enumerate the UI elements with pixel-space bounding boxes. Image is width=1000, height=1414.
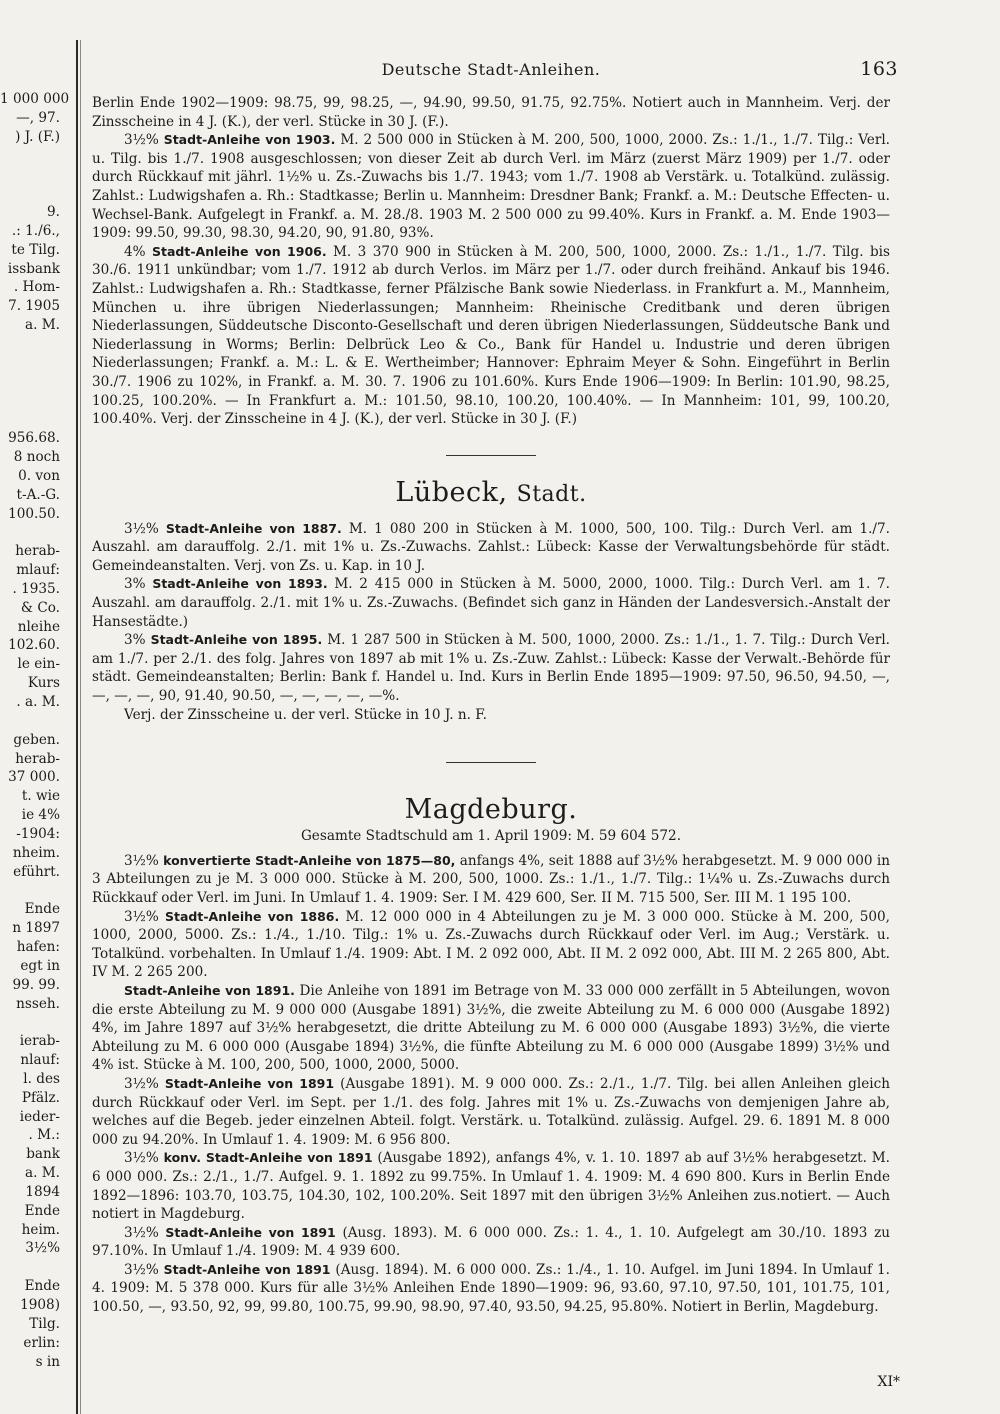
rate-label: 3½%	[124, 1075, 159, 1092]
heading-magdeburg-1891-a1: Stadt-Anleihe von 1891	[164, 1075, 335, 1091]
text-magdeburg-1891-a4: (Ausg. 1894). M. 6 000 000. Zs.: 1./4., 1. 10. Aufgel. im Juni 1894. In Umlauf 1. 4. 1909: M. 5 378 000. Kurs für alle 3½% Anleihen Ende 1890—1909: 96, 93.60, 97.10, 97.50, 101, 101.75, 101, 100.50, —, 93.50, 92, 99, 99.80, 100.75, 99.90, 98.90, 97.40, 93.50, 94.25, 95.80%. Notiert in Berlin, Magdeburg.	[92, 1261, 890, 1316]
gutter-fragment: l. des	[23, 1070, 60, 1087]
rate-label: 3½%	[124, 908, 159, 925]
gutter-fragment: 3½%	[25, 1240, 60, 1257]
gutter-fragment: issbank	[7, 260, 60, 277]
gutter-fragment	[0, 1013, 62, 1032]
text-magdeburg-1891-a2: (Ausgabe 1892), anfangs 4%, v. 1. 10. 1897 ab auf 3½% herabgesetzt. M. 6 000 000. Zs.: 2./1., 1./7. Aufgel. 9. 1. 1892 zu 99.75%. In Umlauf 1. 4. 1909: M. 4 690 800. Kurs in Berlin Ende 1892—1896: 103.70, 103.75, 104.30, 102, 100.20%. Seit 1897 mit den übrigen 3½% Anleihen zus.notiert. — Auch notiert in Magdeburg.	[92, 1150, 891, 1223]
gutter-fragment: 102.60.	[8, 637, 60, 654]
gutter-fragment	[0, 335, 62, 354]
gutter-fragment: nsseh.	[16, 995, 60, 1012]
signature-mark: XI*	[877, 1374, 900, 1390]
text-luebeck-1895: M. 1 287 500 in Stücken à M. 500, 1000, 2000. Zs.: 1./1., 1. 7. Tilg.: Durch Verl. am 1./7. per 2./1. des folg. Jahres von 1897 ab mit 1% u. Zs.-Zuw. Zahlst.: Lübeck: Kasse der Verwalt.-Behörde für städt. Gemeindeanstalten; Berlin: Bank f. Handel u. Ind. Kurs in Berlin Ende 1895—1909: 97.50, 96.50, 94.50, —, —, —, —, 90, 91.40, 90.50, —, —, —, —, —%.	[92, 632, 891, 705]
heading-magdeburg-1886: Stadt-Anleihe von 1886.	[165, 908, 340, 924]
gutter-fragment: . M.:	[28, 1127, 60, 1144]
gutter-fragment: le ein-	[17, 656, 60, 673]
gutter-fragment: Pfälz.	[21, 1089, 60, 1106]
text-luebeck-1887: M. 1 080 200 in Stücken à M. 1000, 500, 100. Tilg.: Durch Verl. am 1./7. Auszahl. am darauffolg. 2./1. mit 1% u. Zs.-Zuwachs. Zahlst.: Lübeck: Kasse der Verwaltungsbehörde für städt. Gemeindeanstalten. Verj. von Zs. u. Kap. in 10 J.	[92, 520, 890, 574]
paragraph-magdeburg-1886	[92, 908, 890, 982]
paragraph-berlin-notes: Berlin Ende 1902—1909: 98.75, 99, 98.25, —, 94.90, 99.50, 91.75, 92.75%. Notiert auch in Mannheim. Verj. der Zinsscheine in 4 J. (K.), der verl. Stücke in 30 J. (F.).	[92, 95, 890, 130]
left-gutter-fragments	[0, 90, 70, 1390]
text-magdeburg-1891: Die Anleihe von 1891 im Betrage von M. 33 000 000 zerfällt in 5 Abteilungen, wovon die erste Abteilung zu M. 9 000 000 (Ausgabe 1891) 3½%, die zweite Abteilung zu M. 6 000 000 (Ausgabe 1892) 4%, im Jahre 1897 auf 3½% herabgesetzt, die dritte Abteilung zu M. 6 000 000 (Ausgabe 1893) 3½%, die vierte Abteilung zu M. 6 000 000 (Ausgabe 1894) 3½%, die fünfte Abteilung zu M. 6 000 000 (Ausgabe 1899) 3½% und 4% ist. Stücke à M. 100, 200, 500, 1000, 2000, 5000.	[92, 982, 891, 1074]
gutter-fragment: Ende	[24, 1202, 60, 1219]
gutter-fragment: egt in	[20, 957, 60, 974]
paragraph-luebeck-1887	[92, 520, 890, 576]
gutter-fragment	[0, 392, 62, 411]
gutter-fragment: 7. 1905	[8, 298, 60, 315]
section-divider	[446, 762, 536, 763]
heading-magdeburg-1891-a4: Stadt-Anleihe von 1891	[163, 1261, 331, 1277]
gutter-fragment: t-A.-G.	[16, 486, 60, 503]
text-anleihe-1903: M. 2 500 000 in Stücken à M. 200, 500, 1000, 2000. Zs.: 1./1., 1./7. Tilg.: Verl. u. Tilg. bis 1./7. 1908 ausgeschlossen; von dieser Zeit ab durch Verl. im März (zuerst März 1909) per 1./7. oder durch Rückkauf mit jährl. 1½% u. Zs.-Zuwachs bis 1./7. 1943; vom 1./7. 1908 ab Verstärk. u. Totalkünd. zulässig. Zahlst.: Ludwigshafen a. Rh.: Stadtkasse; Berlin u. Mannheim: Dresdner Bank; Frankf. a. M.: Deutsche Effecten- u. Wechsel-Bank. Aufgelegt in Frankf. a. M. 28./8. 1903 M. 2 500 000 zu 99.40%. Kurs in Frankf. a. M. Ende 1903—1909: 99.50, 99.30, 98.30, 94.20, 90, 91.80, 93%.	[92, 132, 891, 242]
gutter-fragment	[0, 354, 62, 373]
heading-magdeburg-1891-a2: konv. Stadt-Anleihe von 1891	[163, 1150, 373, 1166]
paragraph-anleihe-1906	[92, 243, 890, 429]
heading-anleihe-1903: Stadt-Anleihe von 1903.	[163, 132, 336, 148]
gutter-fragment: 99. 99.	[12, 976, 60, 993]
gutter-fragment: s in	[35, 1353, 60, 1370]
text-anleihe-1906: M. 3 370 900 in Stücken à M. 200, 500, 1000, 2000. Zs.: 1./1., 1./7. Tilg. bis 30./6. 1911 unkündbar; vom 1./7. 1912 ab durch Verlos. im März per 1./7. oder durch freihänd. Ankauf bis 1946. Zahlst.: Ludwigshafen a. Rh.: Stadtkasse, ferner Pfälzische Bank sowie Niederlass. in Frankfurt a. M., Mannheim, München u. ihre übrigen Niederlassungen; Mannheim: Rheinische Creditbank und deren übrigen Niederlassungen, Süddeutsche Disconto-Gesellschaft und deren übrigen Niederlassungen, Süddeutsche Bank und Niederlassung in Worms; Berlin: Delbrück Leo & Co., Bank für Handel u. Industrie und deren übrigen Niederlassungen; Frankf. a. M.: L. & E. Wertheimber; Hannover: Ephraim Meyer & Sohn. Eingeführt in Berlin 30./7. 1906 zu 102%, in Frankf. a. M. 30. 7. 1906 zu 101.60%. Kurs Ende 1906—1909: In Berlin: 101.90, 98.25, 100.25, 100.20%. — In Frankfurt a. M.: 101.50, 98.10, 100.20, 100.40%. — In Mannheim: 101, 99, 100.20, 100.40%. Verj. der Zinsscheine in 4 J. (K.), der verl. Stücke in 30 J. (F.)	[92, 243, 890, 428]
gutter-fragment: & Co.	[20, 599, 60, 616]
gutter-fragment: . a. M.	[16, 694, 60, 710]
title-luebeck: Lübeck,	[395, 476, 508, 508]
gutter-fragment	[0, 147, 62, 166]
section-title-magdeburg: Magdeburg.	[404, 794, 578, 826]
gutter-fragment: 1894	[25, 1183, 60, 1200]
section-title-luebeck	[92, 476, 890, 512]
gutter-fragment: —, 97.	[16, 109, 60, 126]
rate-label: 3½%	[124, 852, 159, 869]
heading-magdeburg-1891-a3: Stadt-Anleihe von 1891	[165, 1224, 336, 1240]
section-divider	[446, 455, 536, 456]
gutter-fragment: 1 000 000	[0, 91, 70, 107]
rate-label: 3½%	[124, 132, 159, 149]
gutter-fragment: 1908)	[20, 1297, 60, 1313]
magdeburg-subtitle: Gesamte Stadtschuld am 1. April 1909: M. 59 604 572.	[300, 828, 682, 845]
paragraph-magdeburg-1891-a3	[92, 1224, 890, 1261]
gutter-fragment: nheim.	[12, 844, 60, 861]
text-magdeburg-1891-a1: (Ausgabe 1891). M. 9 000 000. Zs.: 2./1., 1./7. Tilg. bei allen Anleihen gleich durch Rückkauf oder Verl. im Sept. per 1./1. des folg. Jahres mit 1% u. Zs.-Zuwachs von demjenigen Jahre ab, welches auf die Begeb. jeder einzelnen Abteil. folgt. Verstärk. u. Totalkünd. zulässig. Aufgel. 29. 6. 1891 M. 8 000 000 zu 94.20%. In Umlauf 1. 4. 1909: M. 6 956 800.	[92, 1075, 890, 1148]
text-magdeburg-1886: M. 12 000 000 in 4 Abteilungen zu je M. 3 000 000. Stücke à M. 200, 500, 1000, 2000, 5000. Zs.: 1./4., 1./10. Tilg.: 1% u. Zs.-Zuwachs durch Rückkauf oder Verl. im Aug.; Verstärk. u. Totalkünd. vorbehalten. In Umlauf 1./4. 1909: Abt. I M. 2 092 000, Abt. II M. 2 092 000, Abt. III M. 2 265 800, Abt. IV M. 2 265 200.	[92, 908, 890, 981]
gutter-fragment: t. wie	[21, 788, 60, 805]
gutter-fragment: heim.	[21, 1221, 60, 1238]
rate-label: 4%	[124, 243, 146, 260]
gutter-fragment	[0, 523, 62, 542]
gutter-fragment: .: 1./6.,	[11, 222, 60, 239]
paragraph-luebeck-1893	[92, 575, 890, 631]
gutter-fragment: nleihe	[17, 618, 60, 635]
gutter-fragment: herab-	[15, 750, 60, 767]
paragraph-luebeck-verj: Verj. der Zinsscheine u. der verl. Stücke in 10 J. n. F.	[124, 706, 487, 723]
gutter-fragment: Kurs	[27, 675, 60, 692]
rate-label: 3½%	[124, 1261, 159, 1278]
gutter-fragment	[0, 165, 62, 184]
page-binding-line-secondary	[80, 40, 81, 1414]
gutter-fragment: Tilg.	[29, 1315, 60, 1332]
header-title: Deutsche Stadt-Anleihen.	[381, 60, 601, 79]
heading-luebeck-1895: Stadt-Anleihe von 1895.	[150, 632, 323, 648]
paragraph-magdeburg-1875	[92, 852, 890, 908]
heading-magdeburg-1875: konvertierte Stadt-Anleihe von 1875—80,	[163, 852, 456, 868]
gutter-fragment	[0, 712, 62, 731]
gutter-fragment: Ende	[24, 901, 60, 918]
gutter-fragment: -1904:	[16, 825, 60, 842]
heading-luebeck-1893: Stadt-Anleihe von 1893.	[152, 576, 328, 592]
gutter-fragment: 0. von	[18, 467, 60, 484]
page-binding-line	[76, 40, 78, 1414]
gutter-fragment: . 1935.	[12, 580, 60, 597]
gutter-fragment: ieder-	[19, 1108, 60, 1125]
gutter-fragment: 9.	[47, 204, 60, 221]
gutter-fragment: hafen:	[16, 938, 60, 955]
heading-anleihe-1906: Stadt-Anleihe von 1906.	[152, 243, 327, 259]
text-luebeck-1893: M. 2 415 000 in Stücken à M. 5000, 2000, 1000. Tilg.: Durch Verl. am 1. 7. Auszahl. am darauffolg. 2./1. mit 1% u. Zs.-Zuwachs. (Befindet sich ganz in Händen der Landesversich.-Anstalt der Hansestädte.)	[92, 576, 890, 630]
paragraph-anleihe-1903	[92, 131, 890, 243]
rate-label: 3½%	[124, 520, 159, 537]
gutter-fragment: 37 000.	[8, 769, 60, 786]
gutter-fragment: nlauf:	[20, 1052, 60, 1069]
rate-label: 3%	[124, 632, 146, 649]
gutter-fragment: n 1897	[12, 920, 60, 937]
gutter-fragment: 956.68.	[8, 430, 60, 447]
gutter-fragment: Ende	[24, 1278, 60, 1295]
gutter-fragment	[0, 1258, 62, 1277]
gutter-fragment	[0, 184, 62, 203]
title-luebeck-sub: Stadt.	[516, 481, 587, 507]
heading-magdeburg-1891: Stadt-Anleihe von 1891.	[124, 982, 295, 998]
paragraph-magdeburg-1891-a4	[92, 1261, 890, 1317]
gutter-fragment: eführt.	[13, 863, 60, 880]
gutter-fragment: . Hom-	[13, 279, 60, 296]
page-content	[92, 58, 898, 1317]
gutter-fragment: erlin:	[23, 1334, 60, 1351]
gutter-fragment: te Tilg.	[11, 241, 60, 258]
gutter-fragment: mlauf:	[16, 562, 60, 579]
gutter-fragment	[0, 410, 62, 429]
rate-label: 3%	[124, 576, 146, 593]
gutter-fragment: a. M.	[25, 317, 60, 334]
gutter-fragment: 100.50.	[8, 505, 60, 522]
running-header	[92, 58, 898, 94]
gutter-fragment	[0, 881, 62, 900]
gutter-fragment: ierab-	[19, 1033, 60, 1050]
gutter-fragment: a. M.	[25, 1165, 60, 1182]
rate-label: 3½%	[124, 1224, 159, 1241]
paragraph-luebeck-1895	[92, 631, 890, 705]
heading-luebeck-1887: Stadt-Anleihe von 1887.	[165, 520, 342, 536]
gutter-fragment: geben.	[13, 731, 60, 748]
gutter-fragment: ie 4%	[21, 807, 60, 824]
gutter-fragment: herab-	[15, 543, 60, 560]
paragraph-magdeburg-1891-a1	[92, 1075, 890, 1149]
text-magdeburg-1891-a3: (Ausg. 1893). M. 6 000 000. Zs.: 1. 4., 1. 10. Aufgelegt am 30./10. 1893 zu 97.10%. In Umlauf 1./4. 1909: M. 4 939 600.	[92, 1224, 890, 1260]
gutter-fragment: bank	[26, 1146, 60, 1163]
paragraph-magdeburg-1891	[92, 982, 890, 1075]
text-magdeburg-1875: anfangs 4%, seit 1888 auf 3½% herabgesetzt. M. 9 000 000 in 3 Abteilungen zu je M. 3 000 000. Stücke à M. 200, 500, 1000. Zs.: 1./1., 1./7. Tilg.: 1¼% u. Zs.-Zuwachs durch Rückkauf oder Verl. im Juni. In Umlauf 1. 4. 1909: Ser. I M. 429 600, Ser. II M. 715 500, Ser. III M. 1 195 100.	[92, 852, 890, 906]
rate-label: 3½%	[124, 1150, 159, 1167]
gutter-fragment	[0, 373, 62, 392]
gutter-fragment: ) J. (F.)	[15, 128, 60, 145]
gutter-fragment: 8 noch	[13, 449, 60, 466]
paragraph-magdeburg-1891-a2	[92, 1149, 890, 1223]
page-number: 163	[860, 58, 898, 80]
